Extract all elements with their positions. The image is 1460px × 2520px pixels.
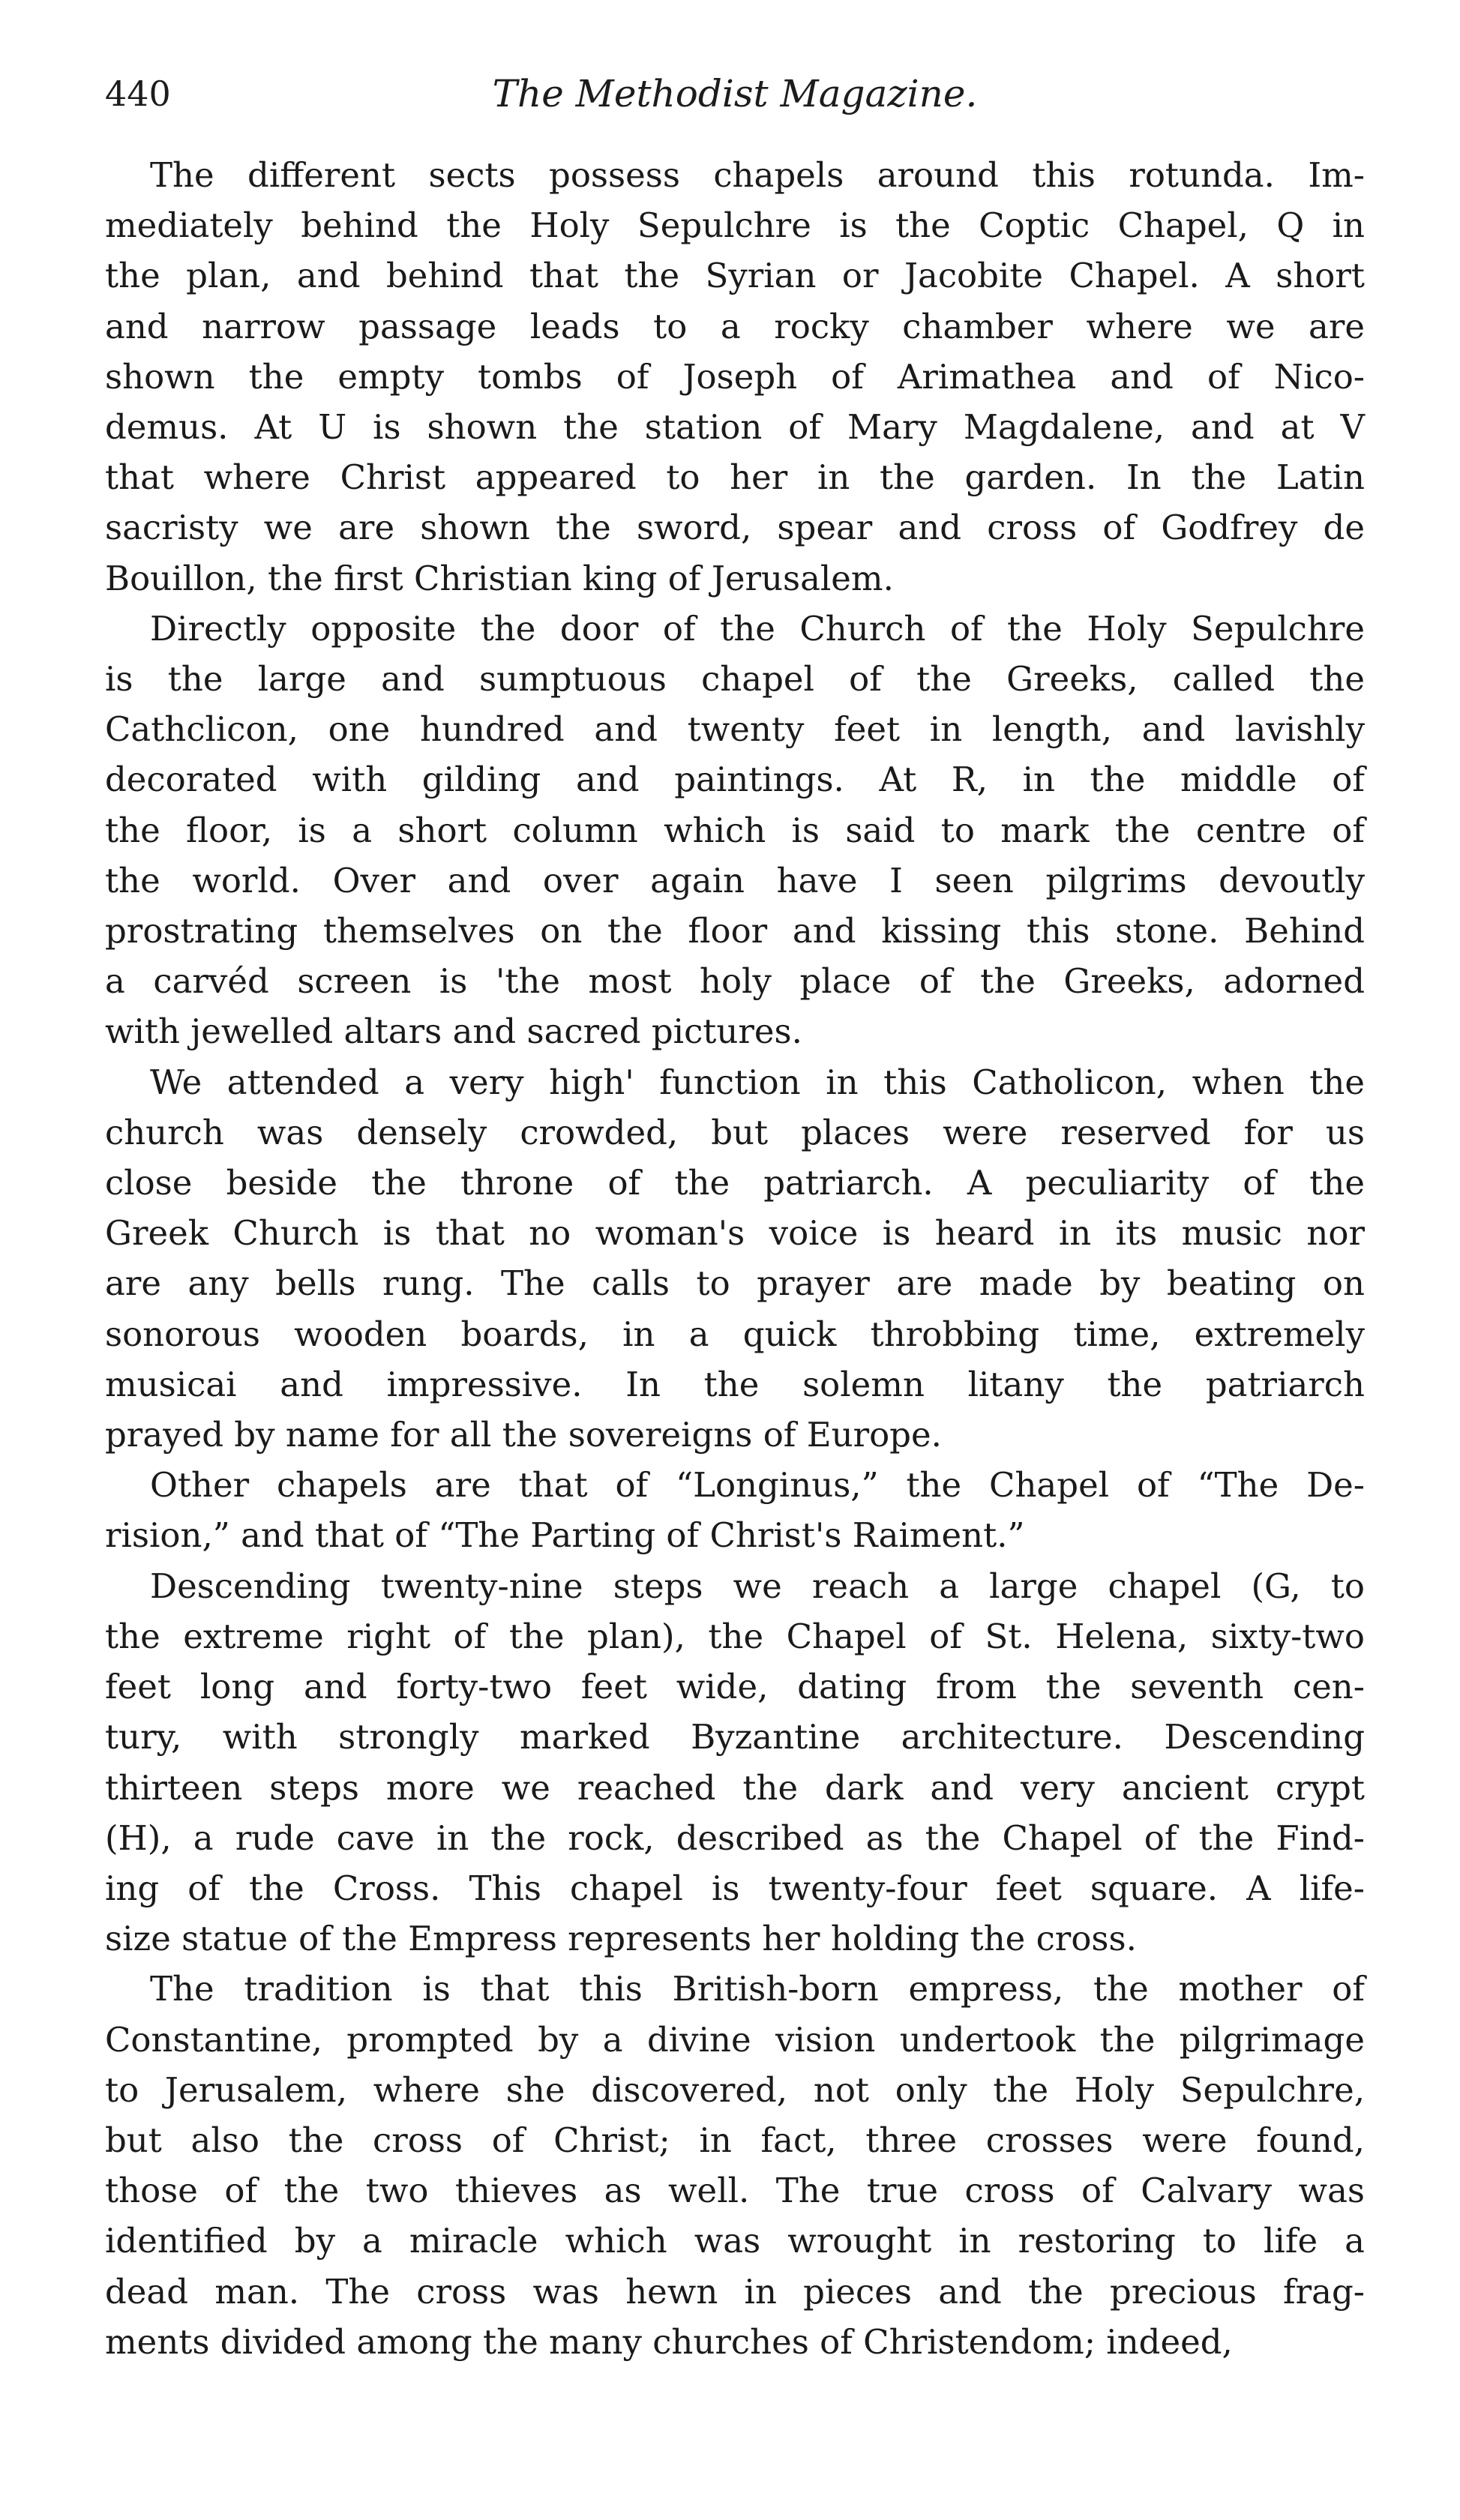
text-line: prostrating themselves on the floor and kissing this stone. Behind [105,911,1365,951]
paragraph [105,1561,1365,1964]
text-line: is the large and sumptuous chapel of the Greeks, called the [105,659,1365,700]
text-line: thirteen steps more we reached the dark and very ancient crypt [105,1767,1365,1808]
text-line: and narrow passage leads to a rocky chamber where we are [105,306,1365,346]
text-line: church was densely crowded, but places were reserved for us [105,1112,1365,1152]
text-line: the plan, and behind that the Syrian or Jacobite Chapel. A short [105,256,1365,296]
paragraph [105,1460,1365,1560]
text-line: Constantine, prompted by a divine vision undertook the pilgrimage [105,2019,1365,2060]
page-number: 440 [105,73,171,114]
text-line: decorated with gilding and paintings. At R, in the middle of [105,760,1365,800]
text-line: demus. At U is shown the station of Mary Magdalene, and at V [105,407,1365,448]
text-line: tury, with strongly marked Byzantine architecture. Descending [105,1717,1365,1757]
text-line: ments divided among the many churches of Christendom; indeed, [105,2321,1233,2362]
text-line: Greek Church is that no woman's voice is heard in its music nor [105,1213,1365,1254]
text-line: identified by a miracle which was wrought in restoring to life a [105,2221,1365,2261]
text-line: (H), a rude cave in the rock, described as the Chapel of the Find- [105,1817,1365,1858]
text-line: prayed by name for all the sovereigns of Europe. [105,1415,942,1455]
text-line: are any bells rung. The calls to prayer are made by beating on [105,1263,1365,1304]
text-line: rision,” and that of “The Parting of Christ's Raiment.” [105,1515,1025,1556]
text-line: a carvéd screen is 'the most holy place of the Greeks, adorned [105,961,1365,1002]
text-line: the extreme right of the plan), the Chapel of St. Helena, sixty-two [105,1616,1365,1656]
text-line: sacristy we are shown the sword, spear and cross of Godfrey de [105,508,1365,548]
text-line: size statue of the Empress represents her holding the cross. [105,1919,1137,1959]
text-line: but also the cross of Christ; in fact, three crosses were found, [105,2120,1365,2160]
body-text [105,150,1365,2367]
text-line: Cathclicon, one hundred and twenty feet in length, and lavishly [105,709,1365,750]
text-line: those of the two thieves as well. The true cross of Calvary was [105,2171,1365,2211]
text-line: to Jerusalem, where she discovered, not only the Holy Sepulchre, [105,2069,1365,2110]
page-header [105,67,1365,120]
text-line: ing of the Cross. This chapel is twenty-four feet square. A life- [105,1868,1365,1908]
text-line: We attended a very high' function in this Catholicon, when the [150,1062,1365,1102]
text-line: the floor, is a short column which is said to mark the centre of [105,810,1365,850]
text-line: Bouillon, the first Christian king of Jerusalem. [105,558,894,598]
text-line: close beside the throne of the patriarch. A peculiarity of the [105,1163,1365,1203]
text-line: musicai and impressive. In the solemn litany the patriarch [105,1364,1365,1404]
text-line: Descending twenty-nine steps we reach a large chapel (G, to [150,1566,1365,1606]
running-title: The Methodist Magazine. [492,72,978,115]
text-line: Other chapels are that of “Longinus,” the Chapel of “The De- [150,1465,1365,1506]
text-line: feet long and forty-two feet wide, dating from the seventh cen- [105,1667,1365,1707]
text-line: mediately behind the Holy Sepulchre is the Coptic Chapel, Q in [105,205,1365,246]
paragraph [105,1964,1365,2367]
text-line: shown the empty tombs of Joseph of Arimathea and of Nico- [105,356,1365,397]
text-line: The different sects possess chapels around this rotunda. Im- [150,155,1365,195]
paragraph [105,1057,1365,1461]
paragraph [105,604,1365,1057]
text-line: Directly opposite the door of the Church of the Holy Sepulchre [150,608,1365,649]
text-line: that where Christ appeared to her in the garden. In the Latin [105,457,1365,498]
text-line: sonorous wooden boards, in a quick throbbing time, extremely [105,1314,1365,1354]
text-line: The tradition is that this British-born empress, the mother of [150,1969,1365,2009]
paragraph [105,150,1365,604]
text-line: dead man. The cross was hewn in pieces and the precious frag- [105,2271,1365,2312]
text-line: with jewelled altars and sacred pictures. [105,1011,802,1052]
text-line: the world. Over and over again have I seen pilgrims devoutly [105,860,1365,900]
